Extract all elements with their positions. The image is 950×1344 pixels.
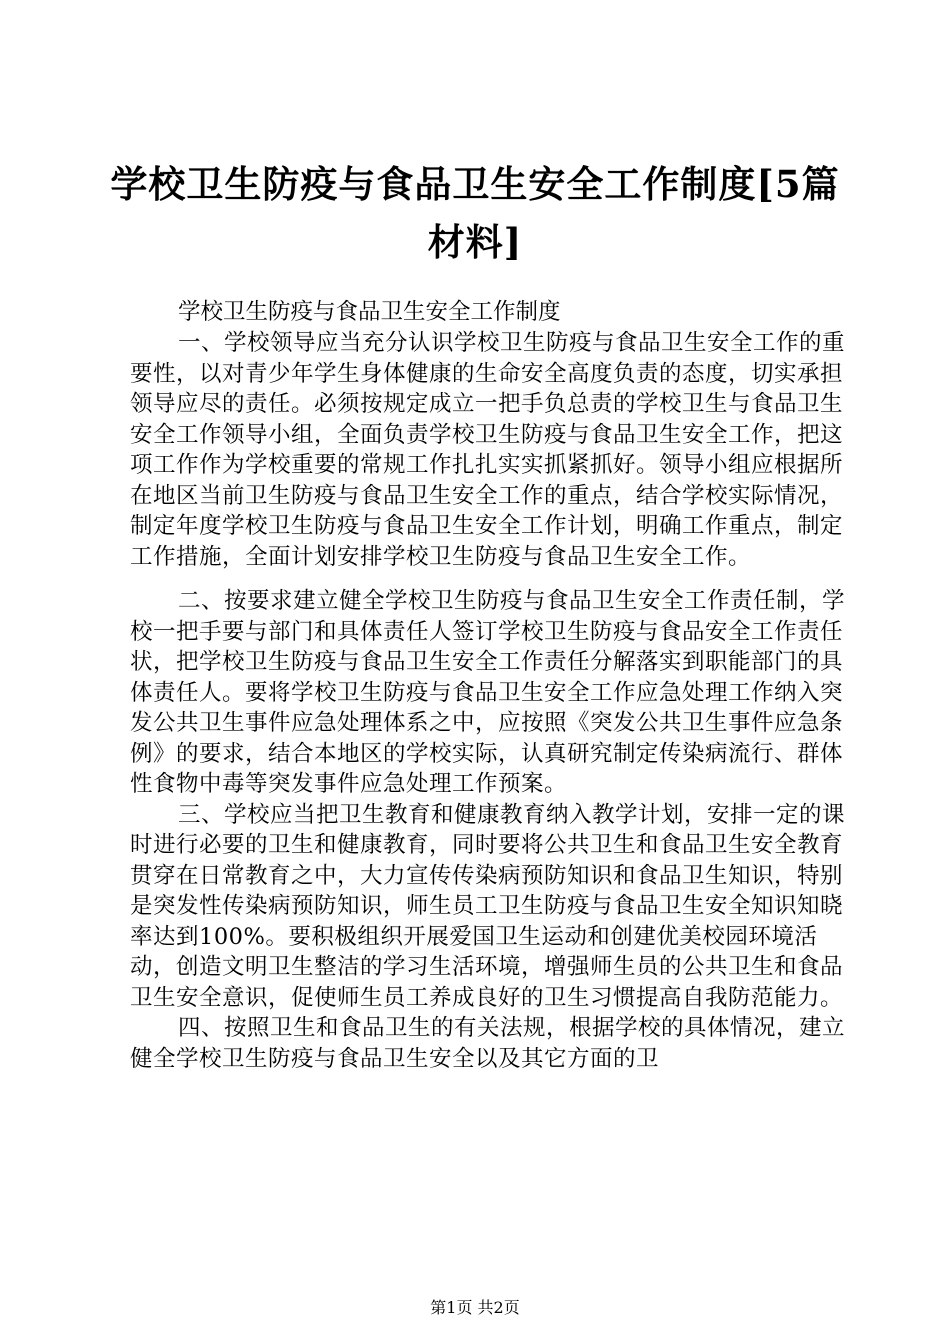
document-subtitle: 学校卫生防疫与食品卫生安全工作制度 [178,299,561,325]
document-body [130,296,850,1074]
paragraph-4: 四、按照卫生和食品卫生的有关法规，根据学校的具体情况，建立健全学校卫生防疫与食品卫生安全以及其它方面的卫 [130,1015,846,1072]
title-line-1: 学校卫生防疫与食品卫生安全工作制度[5篇 [110,162,840,206]
title-line-2: 材料] [427,220,523,264]
paragraph-2: 二、按要求建立健全学校卫生防疫与食品卫生安全工作责任制，学校一把手要与部门和具体责任人签订学校卫生防疫与食品安全工作责任状，把学校卫生防疫与食品卫生安全工作责任分解落实到职能部门的具体责任人。要将学校卫生防疫与食品卫生安全工作应急处理工作纳入突发公共卫生事件应急处理体系之中，应按照《突发公共卫生事件应急条例》的要求，结合本地区的学校实际，认真研究制定传染病流行、群体性食物中毒等突发事件应急处理工作预案。 [130,588,846,797]
page-footer: 第1页 共2页 [430,1298,520,1317]
document-title [100,155,850,271]
paragraph-3: 三、学校应当把卫生教育和健康教育纳入教学计划，安排一定的课时进行必要的卫生和健康教育，同时要将公共卫生和食品卫生安全教育贯穿在日常教育之中，大力宣传传染病预防知识和食品卫生知识，特别是突发性传染病预防知识，师生员工卫生防疫与食品卫生安全知识知晓率达到100%。要积极组织开展爱国卫生运动和创建优美校园环境活动，创造文明卫生整洁的学习生活环境，增强师生员的公共卫生和食品卫生安全意识，促使师生员工养成良好的卫生习惯提高自我防范能力。 [130,801,846,1011]
paragraph-1: 一、学校领导应当充分认识学校卫生防疫与食品卫生安全工作的重要性，以对青少年学生身体健康的生命安全高度负责的态度，切实承担领导应尽的责任。必须按规定成立一把手负总责的学校卫生与食品卫生安全工作领导小组，全面负责学校卫生防疫与食品卫生安全工作，把这项工作作为学校重要的常规工作扎扎实实抓紧抓好。领导小组应根据所在地区当前卫生防疫与食品卫生安全工作的重点，结合学校实际情况，制定年度学校卫生防疫与食品卫生安全工作计划，明确工作重点，制定工作措施，全面计划安排学校卫生防疫与食品卫生安全工作。 [130,330,846,570]
